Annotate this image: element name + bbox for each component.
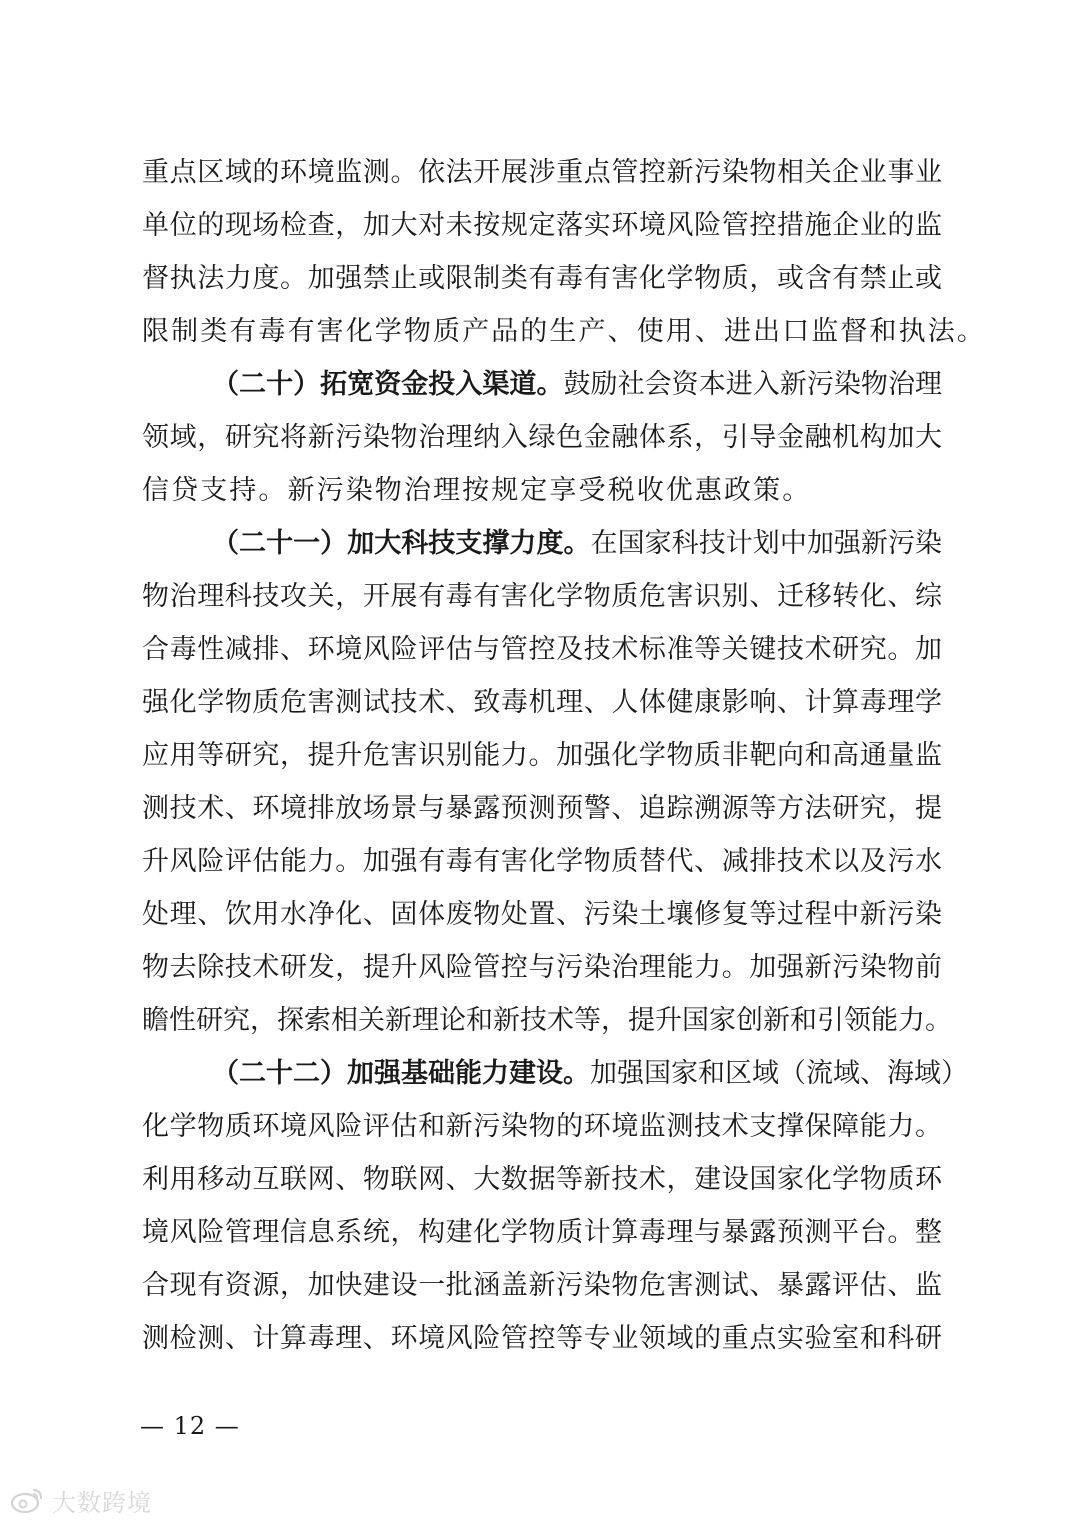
section-22-heading: （二十二）加强基础能力建设。 xyxy=(212,1058,590,1089)
body-text-line: 重点区域的环境监测。依法开展涉重点管控新污染物相关企业事业 xyxy=(142,157,942,188)
body-text-line: 测检测、计算毒理、环境风险管控等专业领域的重点实验室和科研 xyxy=(142,1323,942,1354)
body-text-line: 强化学物质危害测试技术、致毒机理、人体健康影响、计算毒理学 xyxy=(142,687,942,718)
body-text-line: 单位的现场检查，加大对未按规定落实环境风险管控措施企业的监 xyxy=(142,210,942,241)
watermark xyxy=(10,1482,152,1518)
body-text-line: 化学物质环境风险评估和新污染物的环境监测技术支撑保障能力。 xyxy=(142,1111,942,1142)
body-text-line: 瞻性研究，探索相关新理论和新技术等，提升国家创新和引领能力。 xyxy=(142,1005,952,1036)
weibo-logo-icon xyxy=(10,1486,44,1514)
body-text-line: 测技术、环境排放场景与暴露预测预警、追踪溯源等方法研究，提 xyxy=(142,793,942,824)
body-text-line: 督执法力度。加强禁止或限制类有毒有害化学物质，或含有禁止或 xyxy=(142,263,942,294)
body-text-line: 应用等研究，提升危害识别能力。加强化学物质非靶向和高通量监 xyxy=(142,740,942,771)
watermark-text: 大数跨境 xyxy=(52,1488,152,1517)
body-text-line: 限制类有毒有害化学物质产品的生产、使用、进出口监督和执法。 xyxy=(142,316,986,347)
body-text-run: 鼓励社会资本进入新污染物治理 xyxy=(563,369,942,400)
body-text-line: 信贷支持。新污染物治理按规定享受税收优惠政策。 xyxy=(142,475,812,506)
section-21-heading: （二十一）加大科技支撑力度。 xyxy=(212,528,591,559)
body-text-line: 升风险评估能力。加强有毒有害化学物质替代、减排技术以及污水 xyxy=(142,846,942,877)
body-text-line: 境风险管理信息系统，构建化学物质计算毒理与暴露预测平台。整 xyxy=(142,1217,942,1248)
page-number: — 12 — xyxy=(140,1412,240,1440)
body-text-line: 利用移动互联网、物联网、大数据等新技术，建设国家化学物质环 xyxy=(142,1164,942,1195)
section-20-first-line xyxy=(212,365,942,405)
section-21-first-line xyxy=(212,524,942,564)
body-text-line: 合现有资源，加快建设一批涵盖新污染物危害测试、暴露评估、监 xyxy=(142,1270,942,1301)
body-text-line: 处理、饮用水净化、固体废物处置、污染土壤修复等过程中新污染 xyxy=(142,899,942,930)
body-text-line: 物治理科技攻关，开展有毒有害化学物质危害识别、迁移转化、综 xyxy=(142,581,942,612)
body-text-line: 合毒性减排、环境风险评估与管控及技术标准等关键技术研究。加 xyxy=(142,634,942,665)
section-20-heading: （二十）拓宽资金投入渠道。 xyxy=(212,369,564,400)
body-text-run: 加强国家和区域（流域、海域） xyxy=(590,1058,968,1089)
section-22-first-line xyxy=(212,1054,968,1094)
body-text-run: 在国家科技计划中加强新污染 xyxy=(590,528,943,559)
body-text-line: 领域，研究将新污染物治理纳入绿色金融体系，引导金融机构加大 xyxy=(142,422,942,453)
body-text-line: 物去除技术研发，提升风险管控与污染治理能力。加强新污染物前 xyxy=(142,952,942,983)
